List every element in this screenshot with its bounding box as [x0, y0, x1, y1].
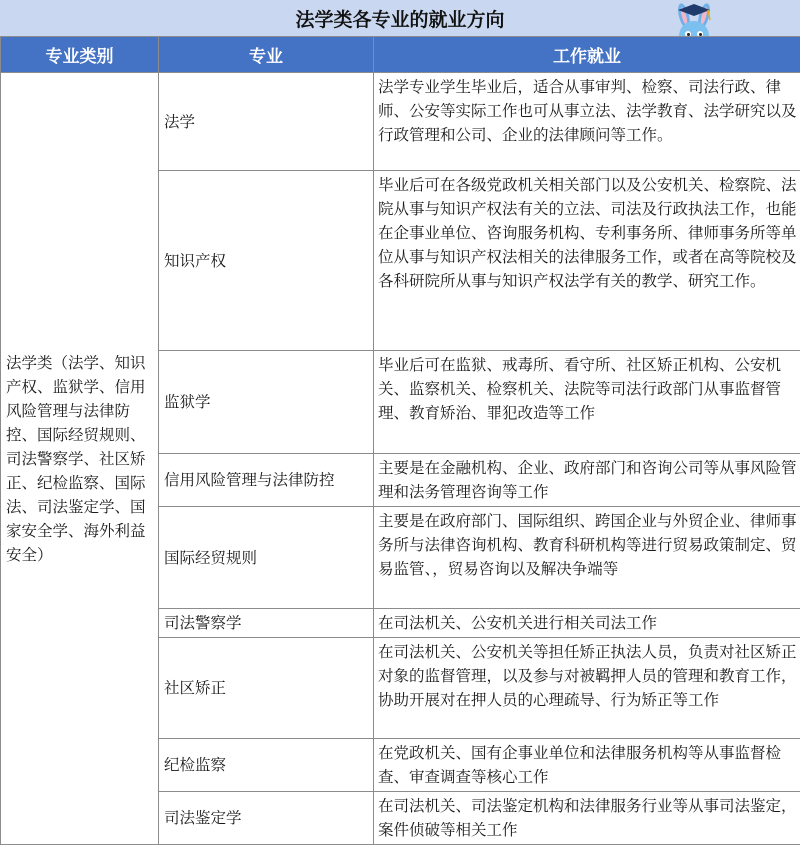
career-cell: 在党政机关、国有企事业单位和法律服务机构等从事监督检查、审查调查等核心工作	[374, 739, 800, 792]
major-cell: 法学	[159, 73, 374, 171]
career-cell: 法学专业学生毕业后，适合从事审判、检察、司法行政、律师、公安等实际工作也可从事立法、法学教育、法学研究以及行政管理和公司、企业的法律顾问等工作。	[374, 73, 800, 171]
major-cell: 知识产权	[159, 171, 374, 351]
header-category: 专业类别	[1, 37, 159, 73]
category-cell: 法学类（法学、知识产权、监狱学、信用风险管理与法律防控、国际经贸规则、司法警察学、社区矫正、纪检监察、国际法、司法鉴定学、国家安全学、海外利益安全）	[1, 73, 159, 845]
major-cell: 纪检监察	[159, 739, 374, 792]
major-cell: 司法警察学	[159, 609, 374, 638]
major-cell: 国际经贸规则	[159, 507, 374, 609]
major-cell: 信用风险管理与法律防控	[159, 454, 374, 507]
header-row	[1, 37, 800, 73]
majors-table	[0, 36, 800, 845]
career-cell: 毕业后可在各级党政机关相关部门以及公安机关、检察院、法院从事与知识产权法有关的立法、司法及行政执法工作，也能在企事业单位、咨询服务机构、专利事务所、律师事务所等单位从事与知识产权法相关的法律服务工作，或者在高等院校及各科研院所从事与知识产权法学有关的教学、研究工作。	[374, 171, 800, 351]
major-cell: 司法鉴定学	[159, 792, 374, 845]
table-row	[1, 73, 800, 171]
career-cell: 毕业后可在监狱、戒毒所、看守所、社区矫正机构、公安机关、监察机关、检察机关、法院等司法行政部门从事监督管理、教育矫治、罪犯改造等工作	[374, 351, 800, 454]
page-title: 法学类各专业的就业方向	[0, 0, 800, 37]
career-cell: 主要是在政府部门、国际组织、跨国企业与外贸企业、律师事务所与法律咨询机构、教育科研机构等进行贸易政策制定、贸易监管、，贸易咨询以及解决争端等	[374, 507, 800, 609]
career-cell: 在司法机关、公安机关等担任矫正执法人员，负责对社区矫正对象的监督管理，以及参与对被羁押人员的管理和教育工作，协助开展对在押人员的心理疏导、行为矫正等工作	[374, 638, 800, 739]
major-cell: 社区矫正	[159, 638, 374, 739]
header-major: 专业	[159, 37, 374, 73]
career-cell: 在司法机关、司法鉴定机构和法律服务行业等从事司法鉴定，案件侦破等相关工作	[374, 792, 800, 845]
career-cell: 在司法机关、公安机关进行相关司法工作	[374, 609, 800, 638]
header-career: 工作就业	[374, 37, 800, 73]
career-cell: 主要是在金融机构、企业、政府部门和咨询公司等从事风险管理和法务管理咨询等工作	[374, 454, 800, 507]
major-cell: 监狱学	[159, 351, 374, 454]
